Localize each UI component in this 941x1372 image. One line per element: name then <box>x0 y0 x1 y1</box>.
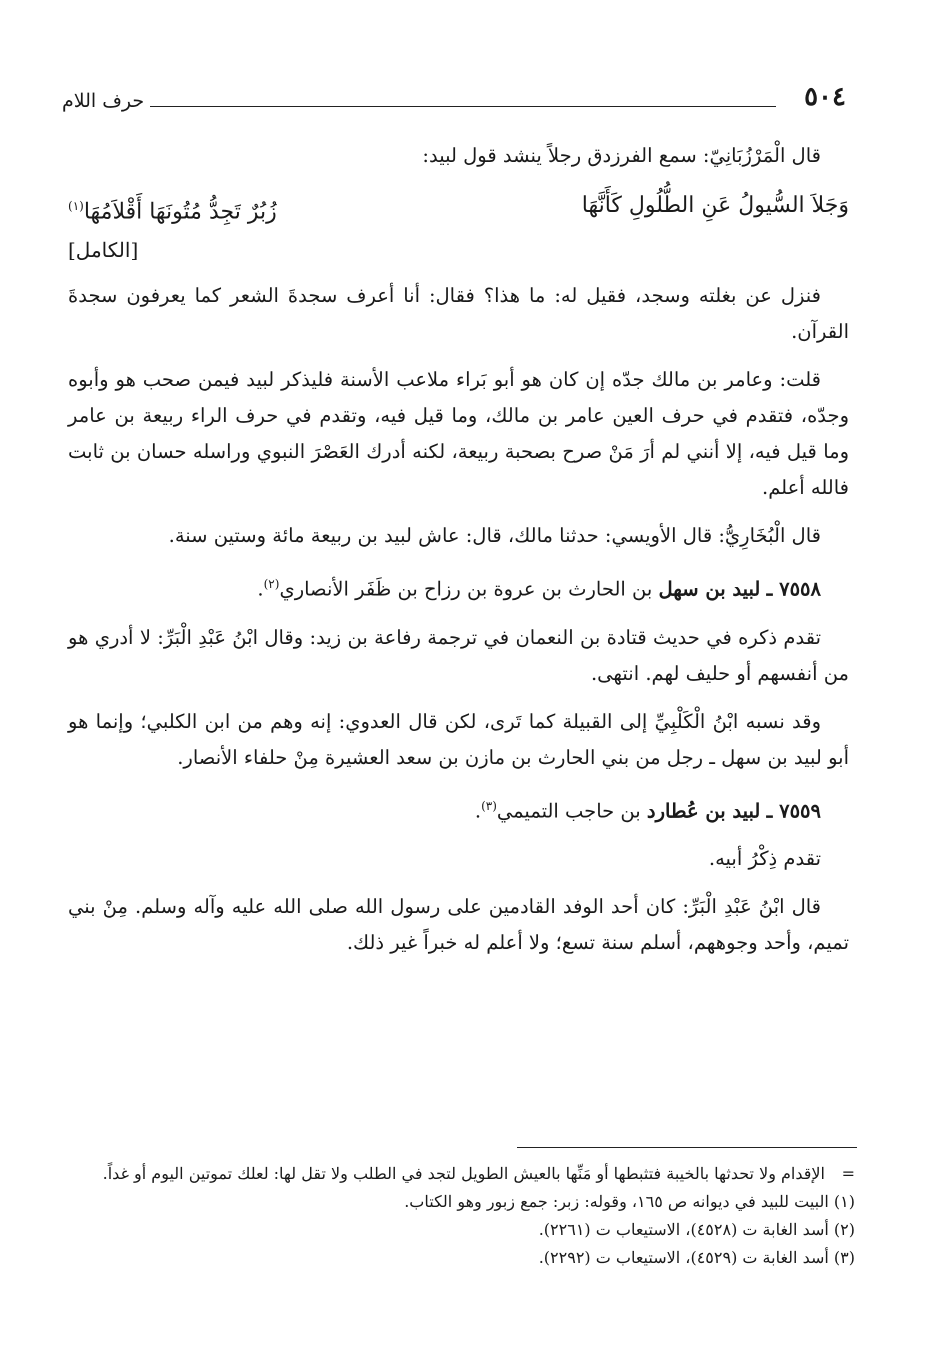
footnote-2: (٢) أسد الغابة ت (٤٥٢٨)، الاستيعاب ت (٢٢٦١). <box>538 1220 855 1239</box>
footnote-ref: (٢) <box>263 577 280 592</box>
footnote-1: (١) البيت للبيد في ديوانه ص ١٦٥، وقوله: زبر: جمع زبور وهو الكتاب. <box>404 1192 855 1211</box>
entry-number: ٧٥٥٩ ـ <box>766 799 821 823</box>
verse-first-hemistich: وَجَلاَ السُّيولُ عَنِ الطُّلُولِ كَأَنَّهَا <box>581 193 849 218</box>
paragraph: تقدم ذِكْرُ أبيه. <box>708 847 821 871</box>
entry-lineage: بن حاجب التميمي <box>496 799 647 823</box>
poetic-meter: [الكامل] <box>68 238 139 263</box>
footnote-ref: (١) <box>68 199 84 213</box>
footnote-continuation-text: الإقدام ولا تحدثها بالخيبة فتثبطها أو مَنِّها بالعيش الطويل لتجد في الطلب ولا تقل لها: لعلك تموتين اليوم أو غداً. <box>102 1164 825 1183</box>
header-rule <box>150 106 776 107</box>
footnote-3: (٣) أسد الغابة ت (٤٥٢٩)، الاستيعاب ت (٢٢٩٢). <box>538 1248 855 1267</box>
paragraph: قال الْمَرْزُبَانِيّ: سمع الفرزدق رجلاً ينشد قول لبيد: <box>422 144 821 167</box>
footnote-ref: (٣) <box>481 798 497 813</box>
paragraph: فنزل عن بغلته وسجد، فقيل له: ما هذا؟ فقال: أنا أعرف سجدةَ الشعر كما يعرفون سجدةَ القرآن. <box>68 284 849 344</box>
paragraph: تقدم ذكره في حديث قتادة بن النعمان في ترجمة رفاعة بن زيد: وقال ابْنُ عَبْدِ الْبَرِّ: لا أدري هو من أنفسهم أو حليف لهم. انتهى. <box>68 625 849 685</box>
footnotes <box>75 1160 855 1272</box>
entry-heading: ٧٥٥٨ ـ لبيد بن سهل بن الحارث بن عروة بن رزاح بن ظَفَر الأنصاري$^{(٢)}$. <box>257 577 821 601</box>
verse-second-hemistich <box>68 186 277 232</box>
paragraph: قال الْبُخَارِيُّ: قال الأويسي: حدثنا مالك، قال: عاش لبيد بن ربيعة مائة وستين سنة. <box>168 524 821 548</box>
footnote-continuation <box>75 1160 855 1188</box>
entry-lineage: بن الحارث بن عروة بن رزاح بن ظَفَر الأنصاري <box>279 577 659 601</box>
entry-name: لبيد بن سهل <box>658 577 761 601</box>
poetry-verse <box>68 186 849 232</box>
entry-heading: ٧٥٥٩ ـ لبيد بن عُطارد بن حاجب التميمي$^{(٣)}$. <box>474 798 821 823</box>
main-text <box>68 138 849 973</box>
paragraph: وقد نسبه ابْنُ الْكَلْبِيِّ إلى القبيلة كما تَرى، لكن قال العدوي: إنه وهم من ابن الكلبي؛ وإنما هو أبو لبيد بن سهل ـ رجل من بني الحارث بن مازن بن سعد العشيرة مِنْ حلفاء الأنصار. <box>68 709 849 769</box>
page-header <box>62 82 846 118</box>
entry-name: لبيد بن عُطارد <box>646 799 761 823</box>
verse-second-text: زُبُرٌ تَجِدُّ مُتُونَهَا أَقْلاَمُهَا <box>83 199 277 225</box>
footnote-separator <box>517 1147 857 1148</box>
paragraph: قال ابْنُ عَبْدِ الْبَرِّ: كان أحد الوفد القادمين على رسول الله صلى الله عليه وآله وسلم. مِنْ بني تميم، وأحد وجوههم، أسلم سنة تسع؛ ولا أعلم له خبراً غير ذلك. <box>68 895 849 955</box>
continuation-mark: = <box>841 1164 855 1183</box>
running-title: حرف اللام <box>62 90 145 112</box>
paragraph: قلت: وعامر بن مالك جدّه إن كان هو أبو بَراء ملاعب الأسنة فليذكر لبيد فيمن صحب هو وأبوه وجدّه، فتقدم في حرف العين عامر بن مالك، وما قيل فيه، وتقدم في حرف الراء ربيعة بن عامر وما قيل فيه، إلا أنني لم أرَ مَنْ صرح بصحبة ربيعة، لكنه أدرك العَصْرَ النبوي وراسله حسان بن ثابت فالله أعلم. <box>68 368 849 500</box>
entry-number: ٧٥٥٨ ـ <box>766 577 821 601</box>
page-number: ٥٠٤ <box>804 82 846 112</box>
